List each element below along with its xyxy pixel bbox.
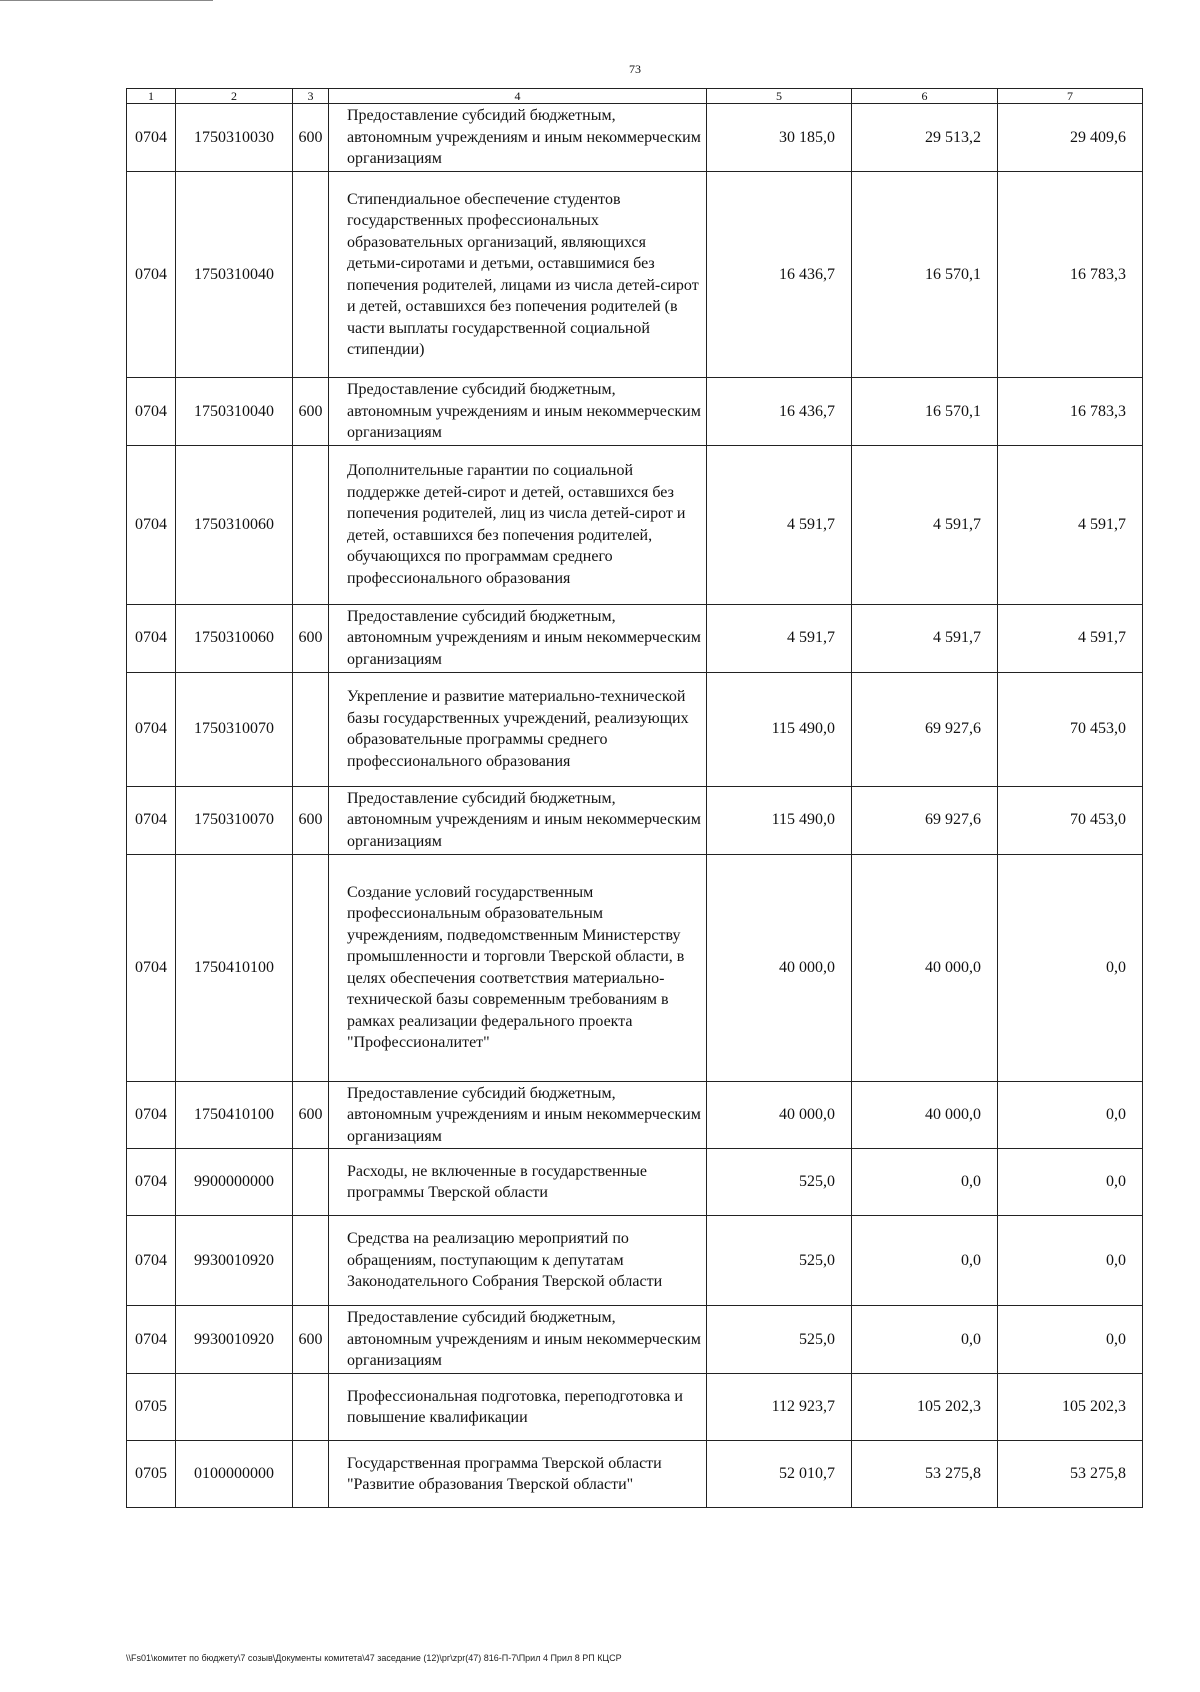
table-row [127,1216,1143,1306]
amount-col7: 105 202,3 [998,1374,1143,1441]
column-header: 6 [852,89,998,104]
table-row [127,672,1143,786]
amount-col5: 4 591,7 [707,604,852,672]
amount-col6: 0,0 [852,1216,998,1306]
amount-col5: 115 490,0 [707,672,852,786]
amount-col7: 0,0 [998,1149,1143,1216]
amount-col5: 115 490,0 [707,786,852,854]
target-article-code: 9900000000 [176,1149,293,1216]
amount-col5: 112 923,7 [707,1374,852,1441]
item-name: Предоставление субсидий бюджетным, автономным учреждениям и иным некоммерческим организациям [329,786,707,854]
expense-type-code: 600 [293,1081,329,1149]
table-row [127,1374,1143,1441]
amount-col5: 52 010,7 [707,1441,852,1508]
section-code: 0704 [127,1081,176,1149]
column-number-row [127,89,1143,104]
column-header: 1 [127,89,176,104]
target-article-code: 9930010920 [176,1216,293,1306]
amount-col5: 525,0 [707,1216,852,1306]
amount-col5: 525,0 [707,1149,852,1216]
amount-col7: 4 591,7 [998,445,1143,604]
table-row [127,104,1143,172]
column-header: 4 [329,89,707,104]
section-code: 0704 [127,1149,176,1216]
page-number: 73 [629,62,641,76]
amount-col6: 29 513,2 [852,104,998,172]
amount-col6: 4 591,7 [852,604,998,672]
target-article-code: 1750310060 [176,604,293,672]
amount-col7: 0,0 [998,1306,1143,1374]
amount-col6: 40 000,0 [852,854,998,1081]
target-article-code: 0100000000 [176,1441,293,1508]
expense-type-code [293,445,329,604]
amount-col7: 29 409,6 [998,104,1143,172]
amount-col6: 69 927,6 [852,786,998,854]
amount-col6: 16 570,1 [852,172,998,378]
amount-col6: 69 927,6 [852,672,998,786]
column-header: 3 [293,89,329,104]
amount-col7: 70 453,0 [998,786,1143,854]
expense-type-code: 600 [293,786,329,854]
amount-col6: 0,0 [852,1149,998,1216]
target-article-code: 1750310040 [176,378,293,446]
amount-col6: 16 570,1 [852,378,998,446]
table-row [127,1306,1143,1374]
section-code: 0704 [127,1216,176,1306]
section-code: 0705 [127,1441,176,1508]
table-row [127,445,1143,604]
column-header: 7 [998,89,1143,104]
table-row [127,1441,1143,1508]
target-article-code: 1750310060 [176,445,293,604]
expense-type-code [293,1374,329,1441]
footer-file-path: \\Fs01\комитет по бюджету\7 созыв\Документы комитета\47 заседание (12)\рг\zpr(47) 816-П-7\Прил 4 Прил 8 РП КЦСР [126,1653,622,1663]
section-code: 0704 [127,604,176,672]
amount-col7: 0,0 [998,1216,1143,1306]
target-article-code: 1750310040 [176,172,293,378]
section-code: 0704 [127,854,176,1081]
expense-type-code [293,1216,329,1306]
target-article-code: 1750310070 [176,786,293,854]
target-article-code: 1750310070 [176,672,293,786]
expense-type-code [293,1441,329,1508]
column-header: 5 [707,89,852,104]
item-name: Предоставление субсидий бюджетным, автономным учреждениям и иным некоммерческим организациям [329,1081,707,1149]
target-article-code: 9930010920 [176,1306,293,1374]
amount-col5: 16 436,7 [707,172,852,378]
expense-type-code: 600 [293,604,329,672]
item-name: Предоставление субсидий бюджетным, автономным учреждениям и иным некоммерческим организациям [329,104,707,172]
amount-col6: 53 275,8 [852,1441,998,1508]
amount-col5: 40 000,0 [707,1081,852,1149]
table-row [127,1149,1143,1216]
amount-col5: 525,0 [707,1306,852,1374]
section-code: 0704 [127,104,176,172]
amount-col7: 0,0 [998,854,1143,1081]
amount-col7: 16 783,3 [998,378,1143,446]
target-article-code: 1750410100 [176,854,293,1081]
expense-type-code [293,1149,329,1216]
table-row [127,172,1143,378]
expense-type-code [293,854,329,1081]
item-name: Профессиональная подготовка, переподготовка и повышение квалификации [329,1374,707,1441]
section-code: 0704 [127,786,176,854]
amount-col5: 16 436,7 [707,378,852,446]
column-header: 2 [176,89,293,104]
expense-type-code: 600 [293,378,329,446]
scan-edge-line [0,0,213,1]
section-code: 0704 [127,172,176,378]
budget-table [126,88,1143,1508]
item-name: Предоставление субсидий бюджетным, автономным учреждениям и иным некоммерческим организациям [329,1306,707,1374]
target-article-code: 1750310030 [176,104,293,172]
item-name: Расходы, не включенные в государственные программы Тверской области [329,1149,707,1216]
amount-col7: 70 453,0 [998,672,1143,786]
table-row [127,786,1143,854]
item-name: Государственная программа Тверской области "Развитие образования Тверской области" [329,1441,707,1508]
expense-type-code: 600 [293,1306,329,1374]
item-name: Предоставление субсидий бюджетным, автономным учреждениям и иным некоммерческим организациям [329,378,707,446]
amount-col6: 4 591,7 [852,445,998,604]
amount-col5: 40 000,0 [707,854,852,1081]
section-code: 0705 [127,1374,176,1441]
item-name: Создание условий государственным профессиональным образовательным учреждениям, подведомственным Министерству промышленности и торговли Тверской области, в целях обеспечения соответствия материально-технической базы современным требованиям в рамках реализации федерального проекта "Профессионалитет" [329,854,707,1081]
amount-col5: 30 185,0 [707,104,852,172]
table-row [127,604,1143,672]
amount-col6: 105 202,3 [852,1374,998,1441]
item-name: Укрепление и развитие материально-технической базы государственных учреждений, реализующих образовательные программы среднего профессионального образования [329,672,707,786]
amount-col7: 4 591,7 [998,604,1143,672]
amount-col6: 0,0 [852,1306,998,1374]
section-code: 0704 [127,445,176,604]
section-code: 0704 [127,672,176,786]
amount-col7: 53 275,8 [998,1441,1143,1508]
target-article-code [176,1374,293,1441]
item-name: Стипендиальное обеспечение студентов государственных профессиональных образовательных организаций, являющихся детьми-сиротами и детьми, оставшимися без попечения родителей, лицами из числа детей-сирот и детей, оставшихся без попечения родителей (в части выплаты государственной социальной стипендии) [329,172,707,378]
section-code: 0704 [127,378,176,446]
table-row [127,854,1143,1081]
item-name: Дополнительные гарантии по социальной поддержке детей-сирот и детей, оставшихся без попечения родителей, лиц из числа детей-сирот и детей, оставшихся без попечения родителей, обучающихся по программам среднего профессионального образования [329,445,707,604]
amount-col5: 4 591,7 [707,445,852,604]
item-name: Средства на реализацию мероприятий по обращениям, поступающим к депутатам Законодательного Собрания Тверской области [329,1216,707,1306]
table-row [127,1081,1143,1149]
target-article-code: 1750410100 [176,1081,293,1149]
amount-col6: 40 000,0 [852,1081,998,1149]
item-name: Предоставление субсидий бюджетным, автономным учреждениям и иным некоммерческим организациям [329,604,707,672]
expense-type-code [293,172,329,378]
table-row [127,378,1143,446]
amount-col7: 16 783,3 [998,172,1143,378]
expense-type-code: 600 [293,104,329,172]
section-code: 0704 [127,1306,176,1374]
amount-col7: 0,0 [998,1081,1143,1149]
expense-type-code [293,672,329,786]
